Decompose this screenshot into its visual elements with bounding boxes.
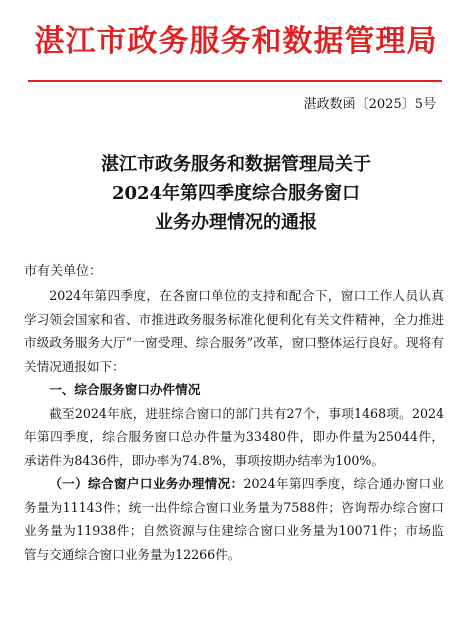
salutation: 市有关单位：	[24, 264, 103, 279]
section-1-paragraph: 截至2024年底，进驻综合窗口的部门共有27个，事项1468项。2024年第四季度，综合服务窗口总办件量为33480件，即办件量为25044件，承诺件为8436件，即办率为74.8%，事项按期办结率为100%。	[24, 405, 444, 468]
document-body	[24, 284, 444, 566]
masthead-org-name: 湛江市政务服务和数据管理局	[34, 24, 438, 59]
subsection-1-paragraph	[24, 472, 444, 566]
title-line-3: 业务办理情况的通报	[155, 212, 317, 233]
section-heading-1: 一、综合服务窗口办件情况	[49, 382, 201, 397]
document-title	[20, 150, 452, 237]
subsection-1-heading: （一）综合窗户口业务办理情况：	[49, 476, 244, 491]
subsection-1-body: 2024年第四季度，综合通办窗口业务量为11143件；统一出件综合窗口业务量为7588件；咨询帮办综合窗口业务量为11938件；自然资源与住建综合窗口业务量为10071件；市场监管与交通综合窗口业务量为12266件。	[24, 476, 445, 562]
document-number: 湛政数函〔2025〕5号	[303, 97, 436, 112]
title-line-1: 湛江市政务服务和数据管理局关于	[101, 154, 371, 175]
intro-paragraph: 2024年第四季度，在各窗口单位的支持和配合下，窗口工作人员认真学习领会国家和省、市推进政务服务标准化便利化有关文件精神，全力推进市级政务服务大厅“一窗受理、综合服务”改革，窗口整体运行良好。现将有关情况通报如下：	[24, 288, 444, 374]
red-divider-line	[28, 80, 442, 82]
title-line-2: 2024年第四季度综合服务窗口	[111, 183, 361, 204]
